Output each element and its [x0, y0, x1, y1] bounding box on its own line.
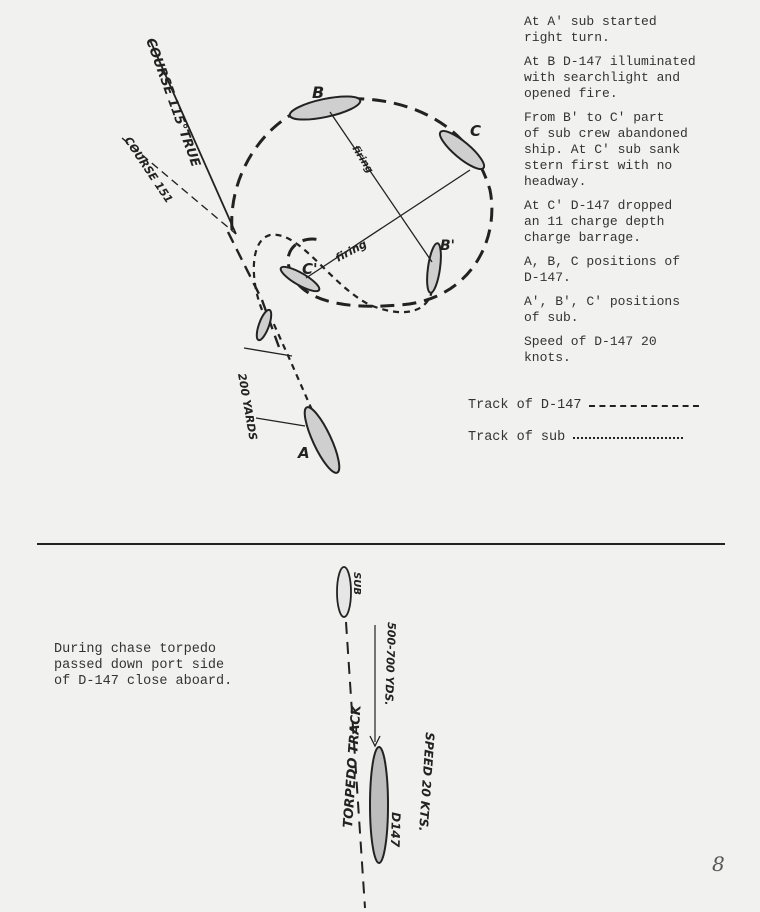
notes-block [524, 14, 752, 374]
torpedo-sub [337, 567, 351, 617]
note-depth-charge: At C' D-147 dropped an 11 charge depth charge barrage. [524, 198, 673, 245]
note-positions-ship: A, B, C positions of D-147. [524, 254, 681, 285]
course-151-label: COURSE 151 [121, 134, 176, 206]
note-b-prime-c-prime: From B' to C' part of sub crew abandoned ship. At C' sub sank stern first with no headway. [524, 110, 688, 189]
ship-position-a [299, 404, 346, 477]
position-c-label: C [470, 122, 482, 140]
firing-label-2: firing [333, 237, 370, 265]
destroyer-entry [228, 232, 280, 350]
section-divider [37, 543, 725, 545]
legend-sub-label: Track of sub [468, 430, 566, 445]
position-b-label: B [312, 83, 325, 102]
torpedo-note: During chase torpedo passed down port side of D-147 close aboard. [54, 642, 233, 689]
note-b: At B D-147 illuminated with searchlight and opened fire. [524, 54, 696, 101]
torpedo-speed-label: SPEED 20 KTS. [416, 731, 437, 833]
note-speed: Speed of D-147 20 knots. [524, 334, 657, 365]
legend-destroyer-label: Track of D-147 [468, 398, 582, 413]
legend-destroyer [468, 398, 699, 413]
range-bracket-bottom [256, 418, 305, 426]
position-c-prime-label: C' [302, 260, 318, 278]
torpedo-range-label: 500-700 YDS. [382, 621, 398, 706]
legend-sub-line [573, 437, 683, 439]
legend-destroyer-line [589, 405, 699, 407]
firing-label-1: firing [349, 143, 375, 176]
note-a-prime: At A' sub started right turn. [524, 14, 657, 45]
ship-position-b [288, 92, 362, 125]
sub-track-entry [272, 320, 312, 410]
firing-line-2 [306, 170, 470, 278]
torpedo-track-label: TORPEDO TRACK [341, 704, 365, 829]
position-a-label: A [298, 444, 310, 462]
note-positions-sub: A', B', C' positions of sub. [524, 294, 681, 325]
range-label: 200 YARDS [235, 372, 260, 442]
firing-line-1 [330, 112, 432, 265]
torpedo-ship-label: D147 [387, 811, 403, 848]
page-number: 8 [712, 852, 725, 876]
course-115-label: COURSE 115°TRUE [142, 36, 203, 170]
position-b-prime-label: B' [440, 238, 455, 254]
torpedo-sub-label: SUB [351, 572, 362, 595]
legend-sub [468, 430, 683, 445]
torpedo-ship [370, 747, 388, 863]
sub-track [254, 235, 433, 313]
destroyer-track [232, 99, 492, 307]
